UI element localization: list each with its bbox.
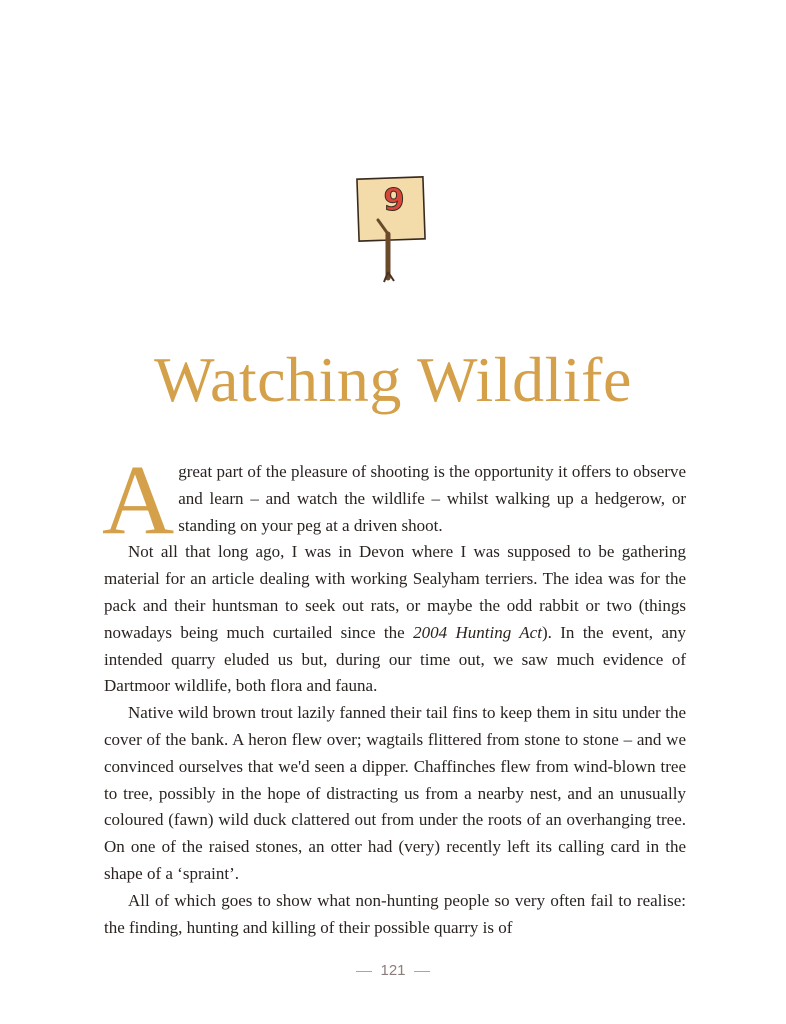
- paragraph-text: ). In the event, any intended quarry eluded us but, during our time out, we saw much evidence of Dartmoor wildlife, both flora and fauna.: [104, 622, 686, 696]
- paragraph-text: Not all that long ago, I was in Devon where I was supposed to be gathering material for an article dealing with working Sealyham terriers. The idea was for the pack and their huntsman to seek out rats, or maybe the odd rabbit or two (things nowadays being much curtailed since the: [104, 542, 686, 642]
- page-number: 121: [380, 962, 406, 979]
- page-footer: [0, 962, 786, 979]
- opening-paragraph: [102, 444, 686, 555]
- chapter-number-sign-icon: [352, 172, 432, 284]
- drop-cap: A: [102, 444, 175, 555]
- footer-dash-left: [356, 971, 372, 972]
- paragraph: Native wild brown trout lazily fanned their tail fins to keep them in situ under the cover of the bank. A heron flew over; wagtails flittered from stone to stone – and we convinced ourselves that we'd seen a dipper. Chaffinches flew from wind-blown tree to tree, possibly in the hope of distracting us from a nearby nest, and an unusually coloured (fawn) wild duck clattered out from under the roots of an overhanging tree. On one of the raised stones, an otter had (very) recently left its calling card in the shape of a ‘spraint’.: [104, 703, 686, 883]
- body-text: [102, 444, 686, 941]
- footer-dash-right: [414, 971, 430, 972]
- paragraph: [104, 539, 686, 700]
- chapter-title: Watching Wildlife: [154, 343, 632, 415]
- paragraph: All of which goes to show what non-hunting people so very often fail to realise: the finding, hunting and killing of their possible quarry is of: [104, 890, 686, 937]
- chapter-number: 9: [383, 183, 405, 218]
- opening-text: great part of the pleasure of shooting is the opportunity it offers to observe and learn – and watch the wildlife – whilst walking up a hedgerow, or standing on your peg at a driven shoot.: [178, 462, 686, 535]
- act-title: 2004 Hunting Act: [413, 622, 542, 642]
